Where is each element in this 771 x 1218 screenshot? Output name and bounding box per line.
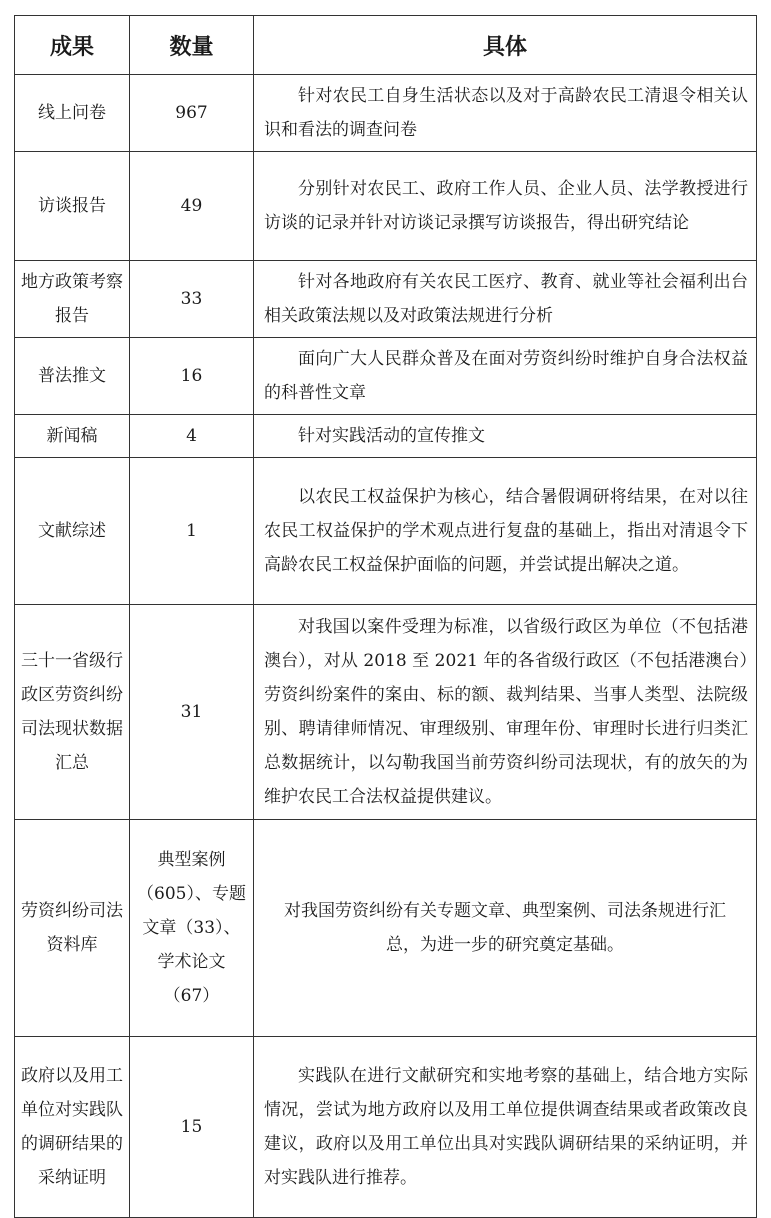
results-table bbox=[14, 15, 757, 1218]
header-details: 具体 bbox=[254, 16, 757, 75]
result-name: 三十一省级行政区劳资纠纷司法现状数据汇总 bbox=[15, 605, 130, 820]
table-row bbox=[15, 75, 757, 152]
result-detail-text: 实践队在进行文献研究和实地考察的基础上，结合地方实际情况，尝试为地方政府以及用工单位提供调查结果或者政策改良建议，政府以及用工单位出具对实践队调研结果的采纳证明，并对实践队进行推荐。 bbox=[264, 1066, 748, 1188]
table-row bbox=[15, 261, 757, 338]
result-detail bbox=[254, 458, 757, 605]
result-detail-text: 以农民工权益保护为核心，结合暑假调研将结果，在对以往农民工权益保护的学术观点进行复盘的基础上，指出对清退令下高龄农民工权益保护面临的问题，并尝试提出解决之道。 bbox=[264, 487, 748, 575]
header-results: 成果 bbox=[15, 16, 130, 75]
table-row bbox=[15, 338, 757, 415]
result-detail-text: 面向广大人民群众普及在面对劳资纠纷时维护自身合法权益的科普性文章 bbox=[264, 349, 748, 403]
table-row bbox=[15, 605, 757, 820]
result-count: 16 bbox=[130, 338, 254, 415]
result-detail bbox=[254, 338, 757, 415]
result-detail bbox=[254, 261, 757, 338]
result-name: 新闻稿 bbox=[15, 415, 130, 458]
table-row bbox=[15, 415, 757, 458]
result-detail-text: 针对各地政府有关农民工医疗、教育、就业等社会福利出台相关政策法规以及对政策法规进行分析 bbox=[264, 272, 748, 326]
result-count: 15 bbox=[130, 1037, 254, 1218]
result-count: 1 bbox=[130, 458, 254, 605]
result-count: 33 bbox=[130, 261, 254, 338]
result-detail-text: 针对农民工自身生活状态以及对于高龄农民工清退令相关认识和看法的调查问卷 bbox=[264, 86, 748, 140]
result-name: 访谈报告 bbox=[15, 152, 130, 261]
result-detail-text: 对我国劳资纠纷有关专题文章、典型案例、司法条规进行汇总，为进一步的研究奠定基础。 bbox=[284, 901, 726, 955]
result-detail-text: 分别针对农民工、政府工作人员、企业人员、法学教授进行访谈的记录并针对访谈记录撰写访谈报告，得出研究结论 bbox=[264, 179, 748, 233]
table-row bbox=[15, 458, 757, 605]
result-count: 典型案例（605）、专题文章（33）、学术论文（67） bbox=[130, 820, 254, 1037]
result-detail bbox=[254, 1037, 757, 1218]
header-quantity: 数量 bbox=[130, 16, 254, 75]
result-detail bbox=[254, 415, 757, 458]
result-name: 地方政策考察报告 bbox=[15, 261, 130, 338]
result-detail-text: 对我国以案件受理为标准，以省级行政区为单位（不包括港澳台），对从 2018 至 2021 年的各省级行政区（不包括港澳台）劳资纠纷案件的案由、标的额、裁判结果、当事人类型、法院级别、聘请律师情况、审理级别、审理年份、审理时长进行归类汇总数据统计，以勾勒我国当前劳资纠纷司法现状，有的放矢的为维护农民工合法权益提供建议。 bbox=[264, 617, 748, 807]
result-name: 劳资纠纷司法资料库 bbox=[15, 820, 130, 1037]
result-count: 31 bbox=[130, 605, 254, 820]
table-row bbox=[15, 152, 757, 261]
result-name: 普法推文 bbox=[15, 338, 130, 415]
table-row bbox=[15, 1037, 757, 1218]
table-header-row bbox=[15, 16, 757, 75]
table-row bbox=[15, 820, 757, 1037]
result-name: 政府以及用工单位对实践队的调研结果的采纳证明 bbox=[15, 1037, 130, 1218]
result-detail-text: 针对实践活动的宣传推文 bbox=[298, 426, 485, 446]
result-detail bbox=[254, 75, 757, 152]
result-count: 4 bbox=[130, 415, 254, 458]
result-detail bbox=[254, 820, 757, 1037]
result-count: 49 bbox=[130, 152, 254, 261]
result-detail bbox=[254, 605, 757, 820]
result-name: 线上问卷 bbox=[15, 75, 130, 152]
result-name: 文献综述 bbox=[15, 458, 130, 605]
result-detail bbox=[254, 152, 757, 261]
result-count: 967 bbox=[130, 75, 254, 152]
